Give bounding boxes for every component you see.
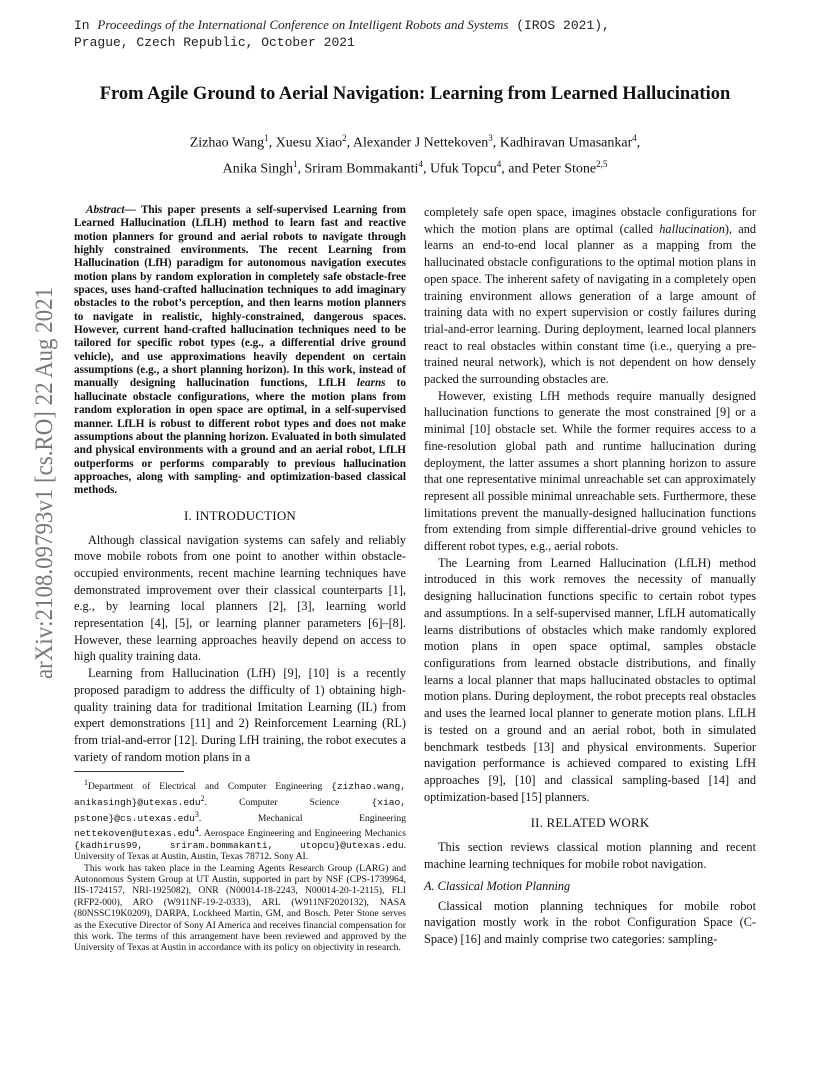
abstract [74,204,406,498]
intro-paragraph-3-text-a: completely safe open space, imagines obstacle configurations for which the motion plans are optimal (called [424,205,756,236]
left-column [74,204,406,954]
subsection-heading-classical: A. Classical Motion Planning [424,878,571,893]
venue-proceedings: Proceedings of the International Conference on Intelligent Robots and Systems [97,17,509,32]
footnote-email-2: {xiao, pstone}@cs.utexas.edu [74,797,406,824]
intro-paragraph-3-emphasis: hallucination [659,221,725,236]
author-name: Kadhiravan Umasankar [499,135,633,151]
author-affiliation-mark: 4 [496,158,502,169]
arxiv-stamp-text: arXiv:2108.09793v1 [cs.RO] 22 Aug 2021 [29,285,58,679]
abstract-emphasis: learns [356,377,386,390]
author-list [110,128,720,179]
intro-paragraph-5: The Learning from Learned Hallucination (LfLH) method introduced in this work removes the necessity of manually designing hallucination functions specific to certain robot types and assumptions. In a self-supervised manner, LfLH automatically learns distributions of obstacles which make randomly explored motion plans in open space optimal, samples obstacle configurations from learned obstacle distributions, and finally learns a local planner that maps hallucinated obstacles to optimal motion plans. During deployment, the robot precepts real obstacles and uses the learned local planner to generate motion plans. LfLH is tested on a ground and an aerial robot, both in simulated benchmark testbeds [13] and physical environments. Superior navigation performance is achieved compared to existing LfH approaches [9], [10] and classical sampling-based [14] and optimization-based [15] planners. [424,555,756,804]
related-paragraph-1: This section reviews classical motion planning and recent machine learning techniques for mobile robot navigation. [424,840,756,872]
author-affiliation-mark: 4 [632,133,637,143]
author-name: Peter Stone [531,161,597,177]
venue-line-1 [74,16,774,34]
abstract-text-1: This paper presents a self-supervised Learning from Learned Hallucination (LfLH) method to learn fast and reactive motion planners for ground and aerial robots to navigate through highly constrained environments. The recent Learning from Hallucination (LfH) paradigm for autonomous navigation executes motion plans by random exploration in completely safe obstacle-free spaces, uses hand-crafted hallucination techniques to add imaginary obstacles to the robot’s perception, and then learns motion planners to navigate in realistic, highly-constrained, dangerous spaces. However, current hand-crafted hallucination techniques need to be tailored for specific robot types (e.g., a differential drive ground vehicle), and use approximations heavily dependent on certain assumptions (e.g., a short planning horizon). In this work, instead of manually designing hallucination functions, LfLH [74,204,406,390]
footnote-affil-3: . Mechanical Engineering [198,812,406,824]
footnote-affiliations: $^1$Department of Electrical and Computer Engineering {zizhao.wang, anikasingh}@utexas.edu$^2$. Computer Science {xiao, pstone}@cs.utexas.edu$^3$. Mechanical Engineering nettekoven@utexas.edu$^4$. Aerospace Engineering and Engineering Mechanics {kadhirus99, sriram.bommakanti, utopcu}@utexas.edu. University of Texas at Austin, Austin, Texas 78712. Sony AI. [74,778,406,863]
related-paragraph-2: Classical motion planning techniques for mobile robot navigation mostly work in the robot Configuration Space (C-Space) [16] and mainly comprise two categories: sampling- [424,898,756,947]
author-line-2: Anika Singh$^1$, Sriram Bommakanti$^4$, Ufuk Topcu$^4$, and Peter Stone$^{2,5}$ [222,158,608,177]
venue-suffix: (IROS 2021), [508,18,610,33]
author-name: Anika Singh [222,161,293,177]
author-affiliation-mark: 2 [342,133,347,143]
footnote-affil-1: Department of Electrical and Computer Engineering [88,781,332,793]
author-affiliation-mark: 4 [418,158,423,169]
author-affiliation-mark: 3 [488,133,493,143]
author-affiliation-mark: 1 [293,158,298,169]
intro-paragraph-2: Learning from Hallucination (LfH) [9], [10] is a recently proposed paradigm to address the difficulty of 1) obtaining high-quality training data for traditional Imitation Learning (IL) from expert demonstrations [11] and 2) Reinforcement Learning (RL) from trial-and-error [12]. During LfH training, the robot executes a variety of random motion plans in a [74,666,406,764]
author-line-1: Zizhao Wang$^1$, Xuesu Xiao$^2$, Alexander J Nettekoven$^3$, Kadhiravan Umasankar$^4$, [189,133,641,151]
author-name: Xuesu Xiao [275,135,343,151]
footnote-email-3: nettekoven@utexas.edu [74,828,195,840]
abstract-label: Abstract [86,204,125,216]
arxiv-stamp [20,285,60,680]
abstract-text-2: to hallucinate obstacle configurations, where the motion plans from random exploration in open space are optimal, in a self-supervised manner. LfLH is robust to different robot types and does not make assumptions about the planning horizon. Evaluated in both simulated and physical environments with a ground and an aerial robot, LfLH outperforms or performs comparably to previous hallucination approaches, along with sampling- and optimization-based classical methods. [74,377,406,497]
footnote-support: This work has taken place in the Learning Agents Research Group (LARG) and Autonomous System Group at UT Austin, supported in part by NSF (CPS-1739964, IIS-1724157, NRI-1925082), ONR (N00014-18-2243, N00014-20-1-2115), FLI (RFP2-000), ARO (W911NF-19-2-0333), ARL (W911NF2020132), NASA (80NSSC19K0209), DARPA, Lockheed Martin, GM, and Bosch. Peter Stone serves as the Executive Director of Sony AI America and receives financial compensation for this work. The terms of this arrangement have been reviewed and approved by the University of Texas at Austin in accordance with its policy on objectivity in research. [74,862,406,954]
footnote-email-1: {zizhao.wang, anikasingh}@utexas.edu [74,781,406,809]
paper-title: From Agile Ground to Aerial Navigation: Learning from Learned Hallucination [99,84,731,104]
footnote-rule [74,771,184,772]
author-name: Alexander J Nettekoven [352,135,489,151]
footnote-email-4: {kadhirus99, sriram.bommakanti, utopcu}@utexas.edu [74,839,404,851]
author-name: Ufuk Topcu [429,161,497,177]
footnote-affil-2: . Computer Science [204,797,372,809]
venue-prefix: In [74,18,98,33]
right-column [424,204,756,948]
footnote-affil-4: . Aerospace Engineering and Engineering Mechanics [198,828,406,840]
author-name: Zizhao Wang [189,135,265,151]
author-affiliation-mark: 2,5 [596,158,608,169]
intro-paragraph-3 [424,204,756,388]
intro-paragraph-3-text-b: ), and learns an end-to-end local planner as a mapping from the hallucinated obstacle configurations to the optimal motion plans in open space. The inherent safety of navigating in a completely open training environment allows generation of a large amount of training data with no expert supervision or costly failures during trial-and-error learning. During deployment, learned local planners react to real obstacles within constant time (i.e., querying a pre-trained neural network), which is not dependent on how densely packed the surrounding obstacles are. [424,221,756,387]
section-heading-introduction: I. INTRODUCTION [183,507,297,523]
intro-paragraph-4: However, existing LfH methods require manually designed hallucination functions to generate the most constrained [9] or a minimal [10] obstacle set. While the former requires access to a fine-resolution global path and runtime hallucination during deployment, the latter assumes a short planning horizon to assure that one representative minimal unreachable set can approximately represent all possible minimal unreachable sets. Furthermore, these limitations prevent the manually-designed hallucination functions from extending from simple differential-drive ground vehicles to different robot types, e.g., aerial robots. [424,388,756,554]
footnote-affil-5: . University of Texas at Austin, Austin, Texas 78712. Sony AI. [74,839,406,863]
author-name: Sriram Bommakanti [304,161,419,177]
abstract-dash: — [124,204,141,216]
section-heading-related-work: II. RELATED WORK [530,815,650,831]
venue-header [74,16,774,51]
venue-line-2: Prague, Czech Republic, October 2021 [74,35,355,50]
author-affiliation-mark: 1 [264,133,269,143]
intro-paragraph-1: Although classical navigation systems can safely and reliably move mobile robots from one point to another within obstacle-occupied environments, recent machine learning techniques have demonstrated improvement over their classical counterparts [1], e.g., by learning local planners [2], [3], learning world representation [4], [5], or learning planner parameters [6]–[8]. However, these learning approaches heavily depend on access to high quality training data. [74,532,406,664]
